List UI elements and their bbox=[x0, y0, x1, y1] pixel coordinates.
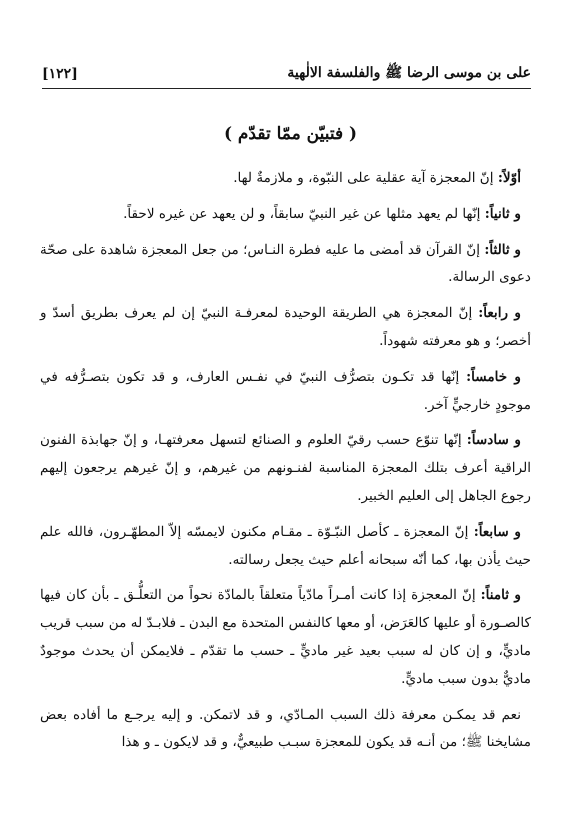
paragraph-text: إنّ المعجزة آية عقلية على النبّوة، و ملازمةٌ لها. bbox=[233, 170, 498, 186]
paragraph-lead: و سادساً: bbox=[466, 432, 522, 449]
paragraph-text: نعم قد يمكـن معرفة ذلك السبب المـادّي، و قد لاتمكن. و إليه يرجـع ما أفاده بعض مشايخنا ﷺ؛ من أنـه قد يكون للمعجزة سبـب طبيعيٌّ، و قد لايكون ـ و هذا bbox=[40, 706, 531, 751]
paragraph-lead: و ثانياً: bbox=[484, 205, 521, 222]
paragraph-text: إنّها لم يعهد مثلها عن غير النبيّ سابقاً، و لن يعهد عن غيره لاحقاً. bbox=[123, 205, 485, 222]
paragraph-text: إنّها قد تكـون بتصرُّف النبيّ في نفـس العارف، و قد تكون بتصـرُّفه في موجودٍ خارجيٍّ آخر. bbox=[40, 368, 531, 413]
paragraph-lead: أوّلاً: bbox=[497, 170, 521, 186]
paragraph-text: إنّها تنوّع حسب رقيّ العلوم و الصنائع لتسهل معرفتهـا، و إنّ جهابذة الفنون الراقية أعرف بتلك المعجزة المناسبة لفنـونهم من غيرهم، و إنّ غيرهم يرجعون إليهم رجوع الجاهل إلى العليم الخبير. bbox=[40, 432, 531, 504]
paragraph bbox=[40, 582, 531, 693]
running-header bbox=[42, 62, 531, 86]
paragraph-text: إنّ المعجزة ـ كأصل النبّـوّة ـ مقـام مكنون لايمسّه إلاّ المطهّـرون، فالله علم حيث يأذن بها، كما أنّه سبحانه أعلم حيث يجعل رسالته. bbox=[40, 523, 531, 568]
paragraph-text: إنّ المعجزة إذا كانت أمـراً مادّياً متعلقاً بالمادّة نحواً من التعلُّـق ـ بأن كان فيها كالصـورة أو عليها كالعَرَض، أو معها كالنفس المتحدة مع البدن ـ فلابـدّ له من سبب قريب ماديٍّ، و إن كان له سبب بعيد غير ماديٍّ ـ حسب ما تقدّم ـ فلايمكن أن يحدث موجودٌ ماديٌّ بدون سبب ماديٍّ. bbox=[40, 587, 531, 687]
body-text bbox=[40, 165, 531, 765]
section-title: ( فتبيّن ممّا تقدّم ) bbox=[223, 124, 358, 144]
paragraph-text: إنّ المعجزة هي الطريقة الوحيدة لمعرفـة النبيّ إن لم يعرف بطريق أسدّ و أخصر؛ و هو معرفته شهوداً. bbox=[40, 305, 531, 349]
paragraph bbox=[40, 427, 531, 510]
paragraph-lead: و ثالثاً: bbox=[484, 241, 521, 258]
header-rule bbox=[42, 88, 531, 89]
paragraph-text: إنّ القرآن قد أمضى ما عليه فطرة النـاس؛ من جعل المعجزة شاهدة على صحّة دعوى الرسالة. bbox=[40, 241, 531, 286]
paragraph bbox=[40, 364, 531, 420]
running-title: على بن موسى الرضا ﷺ والفلسفة الالٰهية bbox=[287, 65, 531, 81]
paragraph bbox=[40, 300, 531, 356]
paragraph bbox=[40, 702, 531, 758]
paragraph-lead: و سابعاً: bbox=[473, 523, 521, 540]
paragraph bbox=[40, 237, 531, 293]
paragraph bbox=[40, 519, 531, 575]
paragraph-lead: و رابعاً: bbox=[478, 305, 521, 322]
paragraph-lead: و ثامناً: bbox=[480, 587, 521, 604]
page-number: [١٢٢] bbox=[42, 66, 78, 82]
paragraph-lead: و خامساً: bbox=[466, 368, 521, 385]
paragraph bbox=[40, 165, 531, 193]
paragraph bbox=[40, 201, 531, 229]
